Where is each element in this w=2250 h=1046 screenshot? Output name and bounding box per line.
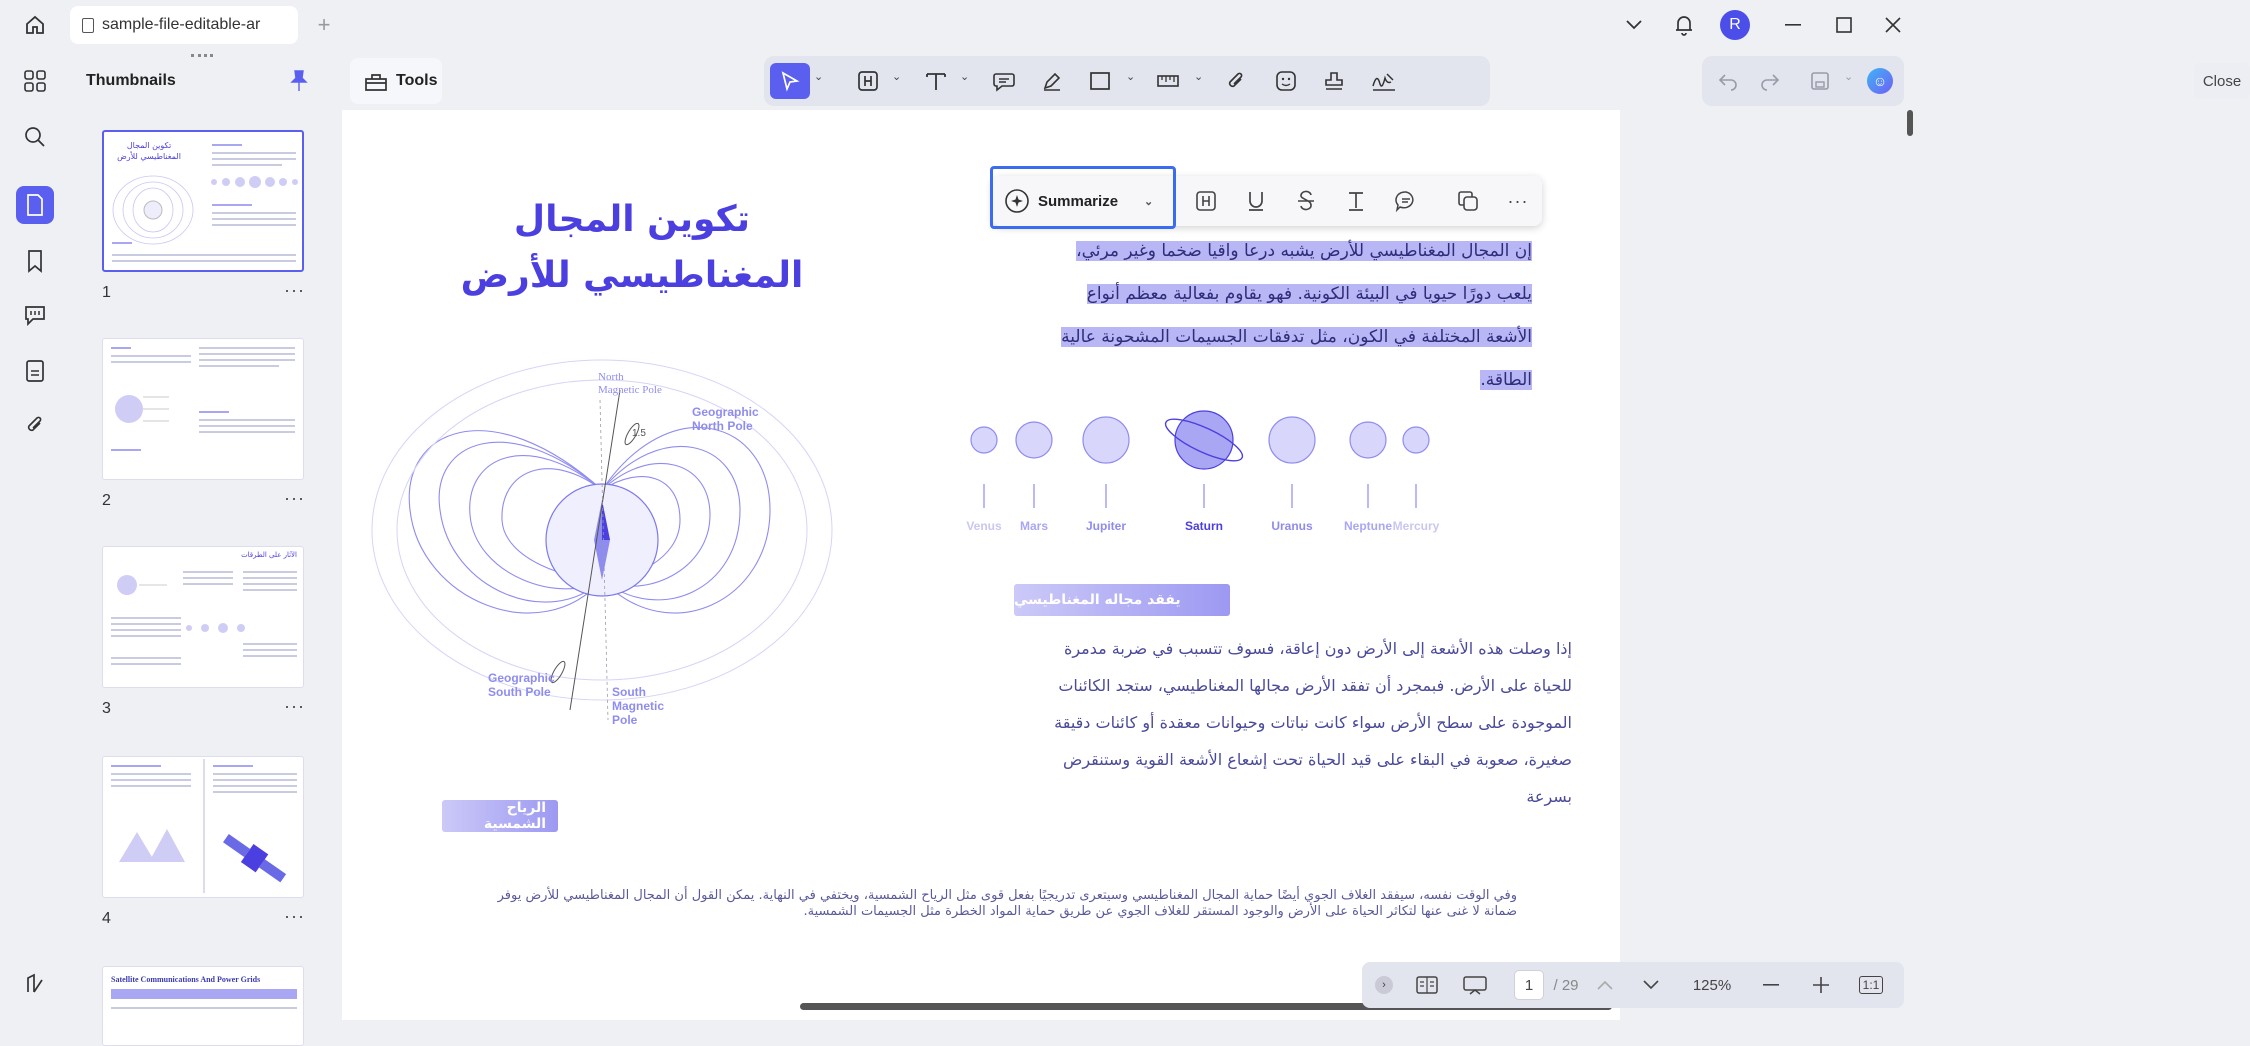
close-window-icon[interactable] (1878, 10, 1908, 40)
thumbnail-page-4[interactable] (102, 756, 304, 898)
thumbnail-1-diagram (110, 170, 196, 250)
geographic-north-pole-label: Geographic North Pole (692, 405, 759, 433)
thumbnails-title: Thumbnails (86, 72, 176, 89)
minimize-icon[interactable] (1778, 10, 1808, 40)
chevron-down-icon[interactable]: ⌄ (960, 71, 970, 83)
measure-tool-icon[interactable] (1150, 63, 1186, 99)
south-magnetic-pole-label: South Magnetic Pole (612, 685, 665, 727)
section-paragraph (1012, 630, 1572, 815)
save-icon[interactable] (1802, 63, 1838, 99)
comment-icon[interactable] (16, 296, 54, 334)
north-magnetic-pole-label: North Magnetic Pole (598, 371, 662, 396)
bell-icon[interactable] (1669, 10, 1699, 40)
chevron-down-icon[interactable]: ⌄ (814, 71, 824, 83)
next-page-icon[interactable] (1636, 970, 1666, 1000)
zoom-in-icon[interactable] (1806, 970, 1836, 1000)
selected-text-line[interactable]: إن المجال المغناطيسي للأرض يشبه درعا واقيا ضخما وغير مرئي، (1076, 241, 1532, 261)
comment-icon[interactable] (1388, 183, 1424, 219)
avatar[interactable]: R (1720, 10, 1750, 40)
planet-label-saturn: Saturn (1184, 519, 1224, 533)
thumbnail-more-icon[interactable]: ··· (284, 696, 305, 716)
toolbox-icon (364, 70, 388, 92)
page-title (432, 192, 832, 304)
thumbnail-5-heading: Satellite Communications And Power Grids (111, 975, 261, 984)
planet-label-mars: Mars (1019, 519, 1049, 533)
section-line: للحياة على الأرض. فبمجرد أن تفقد الأرض مجالها المغناطيسي، ستجد الكائنات (1058, 676, 1572, 695)
page-number-input[interactable]: 1 (1514, 970, 1544, 1000)
footer-line: وفي الوقت نفسه، سيفقد الغلاف الجوي أيضًا حماية المجال المغناطيسي وسيتعرى تدريجيًا بفعل قوى مثل الرياح الشمسية، ويختفي في النهاية. يمكن القول أن المجال المغناطيسي للأرض يوفر (497, 888, 1517, 903)
text-tool-icon[interactable] (918, 63, 954, 99)
text-box-icon[interactable] (1338, 183, 1374, 219)
apps-grid-icon[interactable] (16, 62, 54, 100)
zoom-out-icon[interactable] (1756, 970, 1786, 1000)
chevron-down-icon[interactable]: ⌄ (1144, 195, 1154, 208)
footer-paragraph (402, 888, 1517, 920)
section-line: بسرعة (1526, 787, 1572, 806)
left-rail (0, 50, 70, 1018)
section-line: الموجودة على سطح الأرض سواء كانت نباتات وحيوانات معقدة أو كائنات دقيقة (1054, 713, 1572, 732)
thumbnail-1-title: تكوين المجال المغناطيسي للأرض (117, 141, 181, 161)
drag-handle[interactable] (191, 54, 213, 58)
document-icon (82, 18, 94, 33)
selected-text-line[interactable]: الطاقة. (1480, 370, 1532, 390)
bookmark-icon[interactable] (16, 242, 54, 280)
chevron-down-icon[interactable]: ⌄ (1194, 71, 1204, 83)
footer-line: ضمانة لا غنى عنها لتكاثر الحياة على الأرض والوجود المستقر للغلاف الجوي عن طريق حماية المواد الخطرة مثل الجسيمات الشمسية. (803, 904, 1517, 919)
pin-icon[interactable] (290, 70, 308, 97)
document-tab[interactable] (70, 6, 298, 44)
more-options-icon[interactable]: ··· (1507, 190, 1529, 211)
document-viewer[interactable] (342, 106, 1904, 1018)
new-tab-icon[interactable]: + (317, 12, 331, 37)
planet-label-neptune: Neptune (1344, 519, 1392, 533)
undo-icon[interactable] (1710, 63, 1746, 99)
section-heading: يفقد مجاله المغناطيسي (1014, 584, 1230, 616)
thumbnail-page-number: 3 (102, 700, 111, 717)
page-title-line-1: تكوين المجال (513, 199, 751, 240)
chevron-down-icon[interactable]: ⌄ (1126, 71, 1136, 83)
layers-icon[interactable] (16, 964, 54, 1002)
pdf-page[interactable] (342, 110, 1620, 1020)
section-line: إذا وصلت هذه الأشعة إلى الأرض دون إعاقة، فسوف تتسبب في ضربة مدمرة (1063, 639, 1572, 658)
attach-tool-icon[interactable] (1218, 63, 1254, 99)
thumbnail-page-number: 4 (102, 910, 111, 927)
thumbnail-more-icon[interactable]: ··· (284, 488, 305, 508)
chevron-down-icon[interactable] (1619, 10, 1649, 40)
summarize-highlight-frame (990, 166, 1176, 229)
thumbnail-more-icon[interactable]: ··· (284, 906, 305, 926)
thumbnail-page-3[interactable] (102, 546, 304, 688)
zoom-level[interactable]: 125% (1692, 976, 1732, 994)
strikethrough-icon[interactable] (1288, 183, 1324, 219)
tools-label: Tools (396, 72, 438, 89)
intro-paragraph-selected[interactable] (1002, 230, 1532, 402)
maximize-icon[interactable] (1829, 10, 1859, 40)
planet-label-mercury: Mercury (1392, 519, 1440, 533)
chevron-down-icon[interactable]: ⌄ (892, 71, 902, 83)
pen-tool-icon[interactable] (1034, 63, 1070, 99)
planet-label-jupiter: Jupiter (1085, 519, 1127, 533)
ai-assistant-icon[interactable]: ☺ (1862, 63, 1898, 99)
thumbnails-icon[interactable] (16, 186, 54, 224)
document-tab-title: sample-file-editable-ar (102, 16, 261, 33)
edit-toolbar (764, 56, 2242, 106)
history-toolbar (1702, 56, 1904, 106)
planet-label-venus: Venus (966, 519, 1002, 533)
page-navigation-bar (1362, 962, 1904, 1008)
home-icon[interactable] (20, 10, 50, 40)
section-line: صغيرة، صعوبة في البقاء على قيد الحياة تحت إشعاع الأشعة القوية وستنقرض (1063, 750, 1572, 769)
shape-tool-icon[interactable] (1082, 63, 1118, 99)
sticker-tool-icon[interactable] (1268, 63, 1304, 99)
signature-tool-icon[interactable] (1366, 63, 1402, 99)
thumbnail-page-2[interactable] (102, 338, 304, 480)
selected-text-line[interactable]: الأشعة المختلفة في الكون، مثل تدفقات الجسيمات المشحونة عالية (1061, 327, 1532, 347)
close-toolbar-button[interactable]: Close (2194, 63, 2250, 99)
previous-page-icon[interactable] (1590, 970, 1620, 1000)
geographic-south-pole-label: Geographic South Pole (488, 671, 555, 699)
angle-label: 1.5 (632, 428, 646, 439)
title-bar (0, 0, 1918, 50)
reading-mode-icon[interactable] (1410, 970, 1444, 1000)
select-tool-icon[interactable] (770, 63, 810, 99)
vertical-scrollbar[interactable] (1904, 106, 1918, 1018)
chevron-down-icon[interactable]: ⌄ (1844, 71, 1854, 83)
pages-icon[interactable] (16, 352, 54, 390)
highlight-text-icon[interactable] (1188, 183, 1224, 219)
actual-size-button[interactable] (1856, 970, 1886, 1000)
comment-tool-icon[interactable] (986, 63, 1022, 99)
thumbnail-page-number: 2 (102, 492, 111, 509)
stamp-tool-icon[interactable] (1316, 63, 1352, 99)
redo-icon[interactable] (1752, 63, 1788, 99)
chevron-right-icon[interactable]: › (1374, 970, 1394, 1000)
total-pages: / 29 (1553, 976, 1579, 994)
attachment-icon[interactable] (16, 406, 54, 444)
magnetic-field-diagram (370, 350, 840, 730)
thumbnail-more-icon[interactable]: ··· (284, 280, 305, 300)
search-icon[interactable] (16, 118, 54, 156)
selected-text-line[interactable]: يلعب دورًا حيويا في البيئة الكونية. فهو يقاوم بفعالية معظم أنواع (1086, 284, 1532, 304)
presentation-icon[interactable] (1458, 970, 1492, 1000)
planets-illustration (952, 400, 1440, 540)
summarize-label: Summarize (1038, 192, 1119, 210)
vertical-scroll-thumb[interactable] (1907, 110, 1913, 136)
thumbnail-3-heading: الآثار على الطرقات (241, 551, 297, 559)
solar-wind-heading: الرياح الشمسية (442, 800, 558, 832)
actual-size-label: 1:1 (1859, 976, 1884, 994)
highlight-tool-icon[interactable] (850, 63, 886, 99)
planet-label-uranus: Uranus (1271, 519, 1313, 533)
thumbnail-page-number: 1 (102, 284, 111, 301)
copy-icon[interactable] (1450, 183, 1486, 219)
page-title-line-2: المغناطيسي للأرض (460, 255, 804, 296)
tools-button[interactable] (350, 58, 442, 104)
thumbnail-page-5[interactable] (102, 966, 304, 1046)
thumbnail-page-1[interactable] (102, 130, 304, 272)
underline-icon[interactable] (1238, 183, 1274, 219)
thumbnails-panel (70, 50, 342, 1018)
